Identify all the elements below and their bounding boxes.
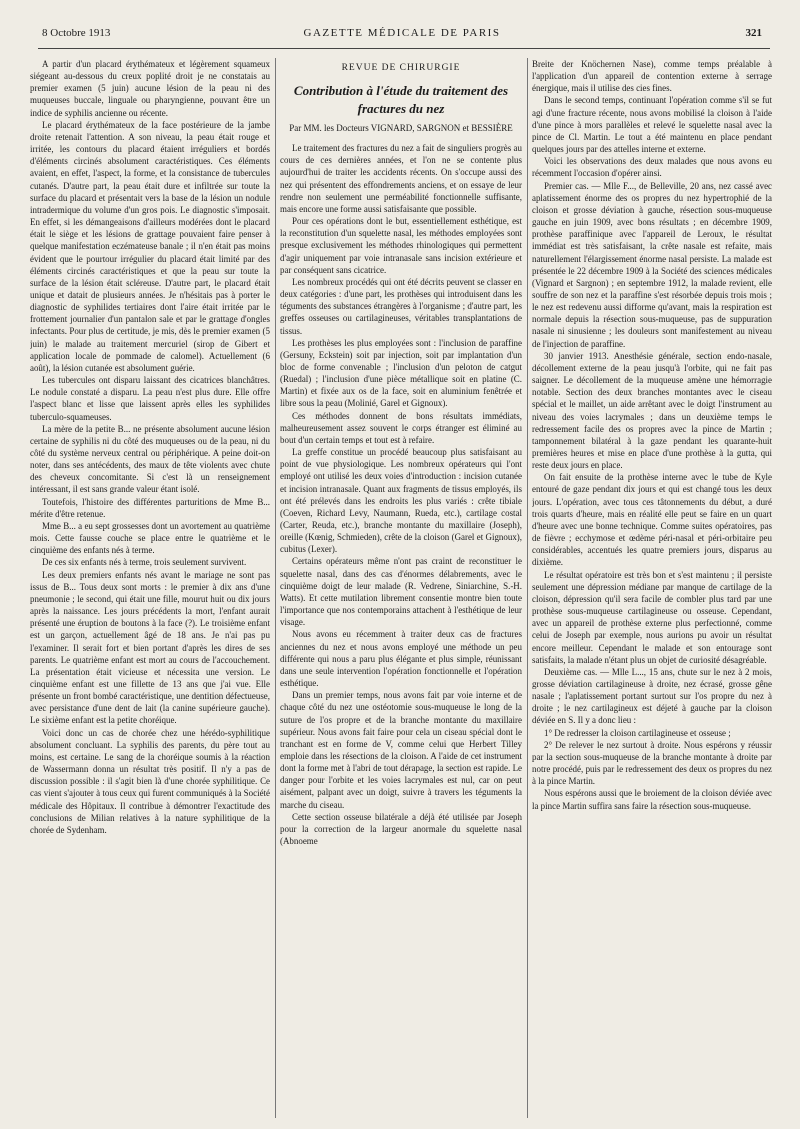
paragraph: 2° De relever le nez surtout à droite. Nous espérons y réussir par la section sous-muqueuse de la branche montante à droite par notre procédé, puis par le redressement des deux os propres du nez à la pince Martin. xyxy=(532,739,772,787)
paragraph: Breite der Knöchernen Nase), comme temps préalable à l'application d'un appareil de contention externe à serrage énergique, mais il utilise des cies fines. xyxy=(532,59,772,94)
paragraph: De ces six enfants nés à terme, trois seulement survivent. xyxy=(42,557,247,568)
paragraph: Premier cas. — Mlle F..., de Belleville, 20 ans, nez cassé avec aplatissement énorme des os propres du nez hypertrophié de la cloison et grosse déviation à gauche, résection sous-muqueuse gauche en juin 1909, avec bons résultats ; en décembre 1909, prothèse paraffinique avec l'appareil de Leroux, le résultat immédiat est très satisfaisant, la crête nasale est refaite, mais naturellement l'élargissement énorme nasal persiste. La malade est présentée le 22 décembre 1909 à la Société des sciences médicales (Vignard et Sargnon) ; en septembre 1912, la malade revient, elle souffre de son nez et la paraffine s'est résorbée depuis trois mois ; le nez est redevenu aussi difforme qu'avant, mais la respiration est normale depuis la résection sous-muqueuse, pas de suppuration nasale ni sinusienne ; les douleurs sont manifestement au niveau de l'injection de paraffine. xyxy=(532,180,772,349)
column-middle xyxy=(280,58,522,1118)
paragraph: Dans un premier temps, nous avons fait par voie interne et de chaque côté du nez une ostéotomie sous-muqueuse le long de la suture de l'os propre et de la branche montante du maxillaire supérieur. Nous avons fait faire pour cela un ciseau spécial dont le tranchant est en forme de V, comme celui que Herbert Tilley emploie dans les résections de la cloison. A l'aide de cet instrument dont la forme met à l'abri de tout dérapage, la section est rapide. Le danger pour l'orbite et les voies lacrymales est nul, car on peut aisément, palpant avec un doigt, suivre à travers les téguments la marche du ciseau. xyxy=(280,690,522,810)
article-byline: Par MM. les Docteurs VIGNARD, SARGNON et BESSIÈRE xyxy=(289,123,513,134)
paragraph: Toutefois, l'histoire des différentes parturitions de Mme B... mérite d'être retenue. xyxy=(30,496,270,519)
section-heading: REVUE DE CHIRURGIE xyxy=(341,63,461,73)
column-left xyxy=(30,58,270,1118)
issue-date: 8 Octobre 1913 xyxy=(42,27,111,39)
column-right xyxy=(532,58,772,1118)
paragraph: Le résultat opératoire est très bon et s'est maintenu ; il persiste seulement une dépression médiane par manque de cartilage de la cloison, dépression qu'il sera facile de combler plus tard par une prothèse sous-muqueuse cartilagineuse ou osseuse. Cependant, avec un appareil de prothèse externe plus perfectionné, comme celui de Joseph par exemple, nous aurions pu avoir un résultat encore meilleur. Cependant le malade et son entourage sont satisfaits, la malade n'étant plus un objet de curiosité désagréable. xyxy=(532,569,772,665)
article-title: Contribution à l'étude du traitement des fractures du nez xyxy=(293,83,509,117)
paragraph: On fait ensuite de la prothèse interne avec le tube de Kyle entouré de gaze pendant dix jours et qui est changé tous les deux jours. L'opération, avec tous ces tâtonnements du début, a duré trois quarts d'heure, mais en réalité elle peut se faire en un quart d'heure avec une bonne technique. Comme suites opératoires, pas de fièvre ; ecchymose et œdème péri-nasal et péri-orbitaire peu considérables, accentués les quatre premiers jours, disparus au dixième. xyxy=(532,472,772,568)
paragraph: Les nombreux procédés qui ont été décrits peuvent se classer en deux catégories : d'une part, les prothèses qui introduisent dans les téguments des substances étrangères à l'organisme ; d'autre part, les greffes osseuses ou cartilagineuses, véritables transplantations de tissus. xyxy=(280,276,522,336)
paragraph: Voici les observations des deux malades que nous avons eu récemment l'occasion d'opérer ainsi. xyxy=(532,156,772,179)
paragraph: 30 janvier 1913. Anesthésie générale, section endo-nasale, décollement externe de la peau jusqu'à l'orbite, qui ne fait pas saigner. Le décollement de la muqueuse amène une hémorragie notable. Section des deux branches montantes avec le ciseau spécial et le maillet, un aide arrêtant avec le doigt l'instrument au niveau des voies lacrymales ; dans un deuxième temps le redressement facile des os propres avec la pince de Martin ; tamponnement bilatéral à la gaze pendant les quarante-huit premières heures et mise en place d'une prothèse à la gutta, qui reste deux jours en place. xyxy=(532,350,772,471)
paragraph: Nous espérons aussi que le broiement de la cloison déviée avec la pince Martin suffira sans faire la résection sous-muqueuse. xyxy=(532,788,772,811)
paragraph: Le placard érythémateux de la face postérieure de la jambe droite retenait l'attention. A son niveau, la peau était rouge et irritée, les contours du placard étaient irréguliers et bordés d'éléments circinés absolument caractéristiques. Ces éléments avaient, en effet, l'aspect, la forme, et la consistance de tubercules cutanés. D'autre part, la peau était dure et infiltrée sur toute la surface du placard et présentait vers la base de la lésion un nodule intradermique du volume d'un gros pois. Le diagnostic s'imposait. En effet, si les démangeaisons d'ailleurs modérées dont le placard était le siège et les lésions de grattage pouvaient faire penser à quelque manifestation eczémateuse banale ; il n'en était pas moins évident que le pourtour irrégulier du placard était limité par des éléments circinés caractéristiques et que la peau sur toute la surface de la lésion était scléreuse. D'autre part, le placard était unique et datait de plusieurs années. Je n'hésitais pas à porter le diagnostic de syphilides tertiaires dont l'aire était irritée par le frottement journalier d'un pantalon sale et par le grattage d'ongles infectants. Pour plus de certitude, je mis, dès le premier examen (5 juin) le malade au traitement mercuriel (sirop de Gibert et application locale de pommade de calomel). Actuellement (6 août), la lésion cutanée est absolument guérie. xyxy=(30,119,270,373)
paragraph: Les prothèses les plus employées sont : l'inclusion de paraffine (Gersuny, Eckstein) soit par injection, soit par implantation d'un bloc de forme convenable ; l'inclusion d'un peloton de catgut (Ruedal) ; l'inclusion d'une pièce métallique soit en platine (C. Martin) et fixée aux os de la face, soit en aluminium fenêtrée et libre sous la peau (Molinié, Garel et Gignoux). xyxy=(280,337,522,409)
paragraph: Les deux premiers enfants nés avant le mariage ne sont pas issus de B... Tous deux sont morts : le premier à dix ans d'une pneumonie ; le second, qui était une fille, mourut huit ou dix jours après la naissance. Les jours précédents la mort, l'enfant aurait présenté une éruption de boutons à la face (?). Le troisième enfant est un garçon, actuellement âgé de 18 ans. Je n'ai pas pu l'examiner. Il serait fort et bien portant d'après les dires de ses parents. Le quatrième enfant est mort au cours de l'accouchement. La présentation était vicieuse et nécessita une version. Le cinquième enfant est une fillette de 13 ans que j'ai vue. Elle présente un front bombé caractéristique, une dentition défectueuse, avec persistance d'une dent de lait (la canine supérieure gauche). Le sixième enfant est la petite choréique. xyxy=(30,569,270,726)
paragraph: A partir d'un placard érythémateux et légèrement squameux siégeant au-dessous du creux poplité droit je ne constatais au premier examen (5 juin) aucune lésion de la peau ni des muqueuses buccale, linguale ou pharyngienne, pouvant être un indice de syphilis ancienne ou récente. xyxy=(30,59,270,118)
paragraph: Cette section osseuse bilatérale a déjà été utilisée par Joseph pour la correction de la largeur anormale du squelette nasal (Abnoeme xyxy=(280,811,522,847)
header-rule xyxy=(38,48,770,49)
paragraph: La mère de la petite B... ne présente absolument aucune lésion certaine de syphilis ni du côté des muqueuses ou de la peau, ni du côté du système nerveux central ou périphérique. A peine doit-on noter, dans ses antécédents, des maux de tête violents avec chute des cheveux concomitante. Si c'est là un renseignement intéressant, il est sans grande valeur étant isolé. xyxy=(30,423,270,495)
paragraph: Dans le second temps, continuant l'opération comme s'il se fut agi d'une fracture récente, nous avons mobilisé la cloison à l'aide d'une pince à mors parallèles et relevé le squelette nasal avec la pince de Cl. Martin. Le tout a été maintenu en place pendant quelques jours par des attelles interne et externe. xyxy=(532,95,772,155)
journal-title: GAZETTE MÉDICALE DE PARIS xyxy=(303,27,501,39)
paragraph: Nous avons eu récemment à traiter deux cas de fractures anciennes du nez et nous avons employé une méthode un peu différente qui nous a paru plus élégante et plus simple, réunissant dans une seule intervention l'opération fonctionnelle et l'opération esthétique. xyxy=(280,629,522,689)
paragraph: Deuxième cas. — Mlle L..., 15 ans, chute sur le nez à 2 mois, grosse déviation cartilagineuse à droite, nez écrasé, grosse gêne nasale ; l'aplatissement portant surtout sur l'os propre du nez à droite ; le nez cartilagineux est déjeté à gauche par la cloison déviée en S. Il y a donc lieu : xyxy=(532,666,772,726)
paragraph: Le traitement des fractures du nez a fait de singuliers progrès au cours de ces dernières années, et l'on ne se contente plus aujourd'hui de traiter les accidents récents. On s'occupe aussi des nez qui présentent des effondrements anciens, et on essaye de leur rendre non seulement une perméabilité fonctionnelle suffisante, mais encore une forme aussi satisfaisante que possible. xyxy=(280,143,522,214)
paragraph: Mme B... a eu sept grossesses dont un avortement au quatrième mois. Cette fausse couche se place entre le quatrième et le cinquième des enfants nés à terme. xyxy=(30,520,270,556)
page-number: 321 xyxy=(745,27,762,39)
column-divider xyxy=(527,58,528,1118)
paragraph: Les tubercules ont disparu laissant des cicatrices blanchâtres. Le nodule constaté a disparu. La peau n'est plus dure. Elle offre l'aspect blanc et lisse que laissent après elles les syphilides tuberculo-squameuses. xyxy=(30,375,270,422)
paragraph: Pour ces opérations dont le but, essentiellement esthétique, est la reconstitution d'un squelette nasal, les méthodes employées sont presque exclusivement les méthodes rhinologiques qui permettent d'agir uniquement par voie intranasale sans incision extérieure et par conséquent sans cicatrice. xyxy=(280,216,522,275)
paragraph: Ces méthodes donnent de bons résultats immédiats, malheureusement assez souvent le corps étranger est éliminé au bout d'un certain temps et tout est à refaire. xyxy=(280,410,522,445)
column-divider xyxy=(275,58,276,1118)
paragraph: Voici donc un cas de chorée chez une hérédo-syphilitique absolument concluant. La syphilis des parents, du père tout au moins, est certaine. Le sang de la choréique soumis à la réaction de Wassermann donna un résultat très positif. Il n'y a pas de discussion possible : il s'agit bien là d'une chorée syphilitique. Ce cas vient s'ajouter à tous ceux qui furent communiqués à la Société médicale des Hôpitaux. Il contribue à démontrer l'exactitude des conclusions de Milian relatives à la nature syphilitique de la chorée de Sydenham. xyxy=(30,727,270,835)
paragraph: 1° De redresser la cloison cartilagineuse et osseuse ; xyxy=(544,727,731,738)
paragraph: La greffe constitue un procédé beaucoup plus satisfaisant au point de vue physiologique. Les nombreux opérateurs qui l'ont employé ont utilisé les deux voies d'introduction : incision cutanée et incision intranasale. Quant aux fragments de tissus employés, ils ont été prélevés dans les endroits les plus variés : crête tibiale (Coeven, Richard Levy, Naumann, Rueda, etc.), cartilage costal (Carter, Reuda, etc.), branche montante du maxillaire (Joseph), oreille (Kœnig, Schmieden), crête de la cloison (Garel et Gignoux), cubitus (Lexer). xyxy=(280,447,522,555)
page-header xyxy=(42,27,762,45)
paragraph: Certains opérateurs même n'ont pas craint de reconstituer le squelette nasal, dans des cas d'énormes délabrements, avec le cinquième doigt de leur malade (R. Vedrene, Siniarchine, S.-H. Watts). Et cette mutilation librement consentie montre bien toute l'importance que nos contemporains attachent à l'esthétique de leur visage. xyxy=(280,556,522,628)
